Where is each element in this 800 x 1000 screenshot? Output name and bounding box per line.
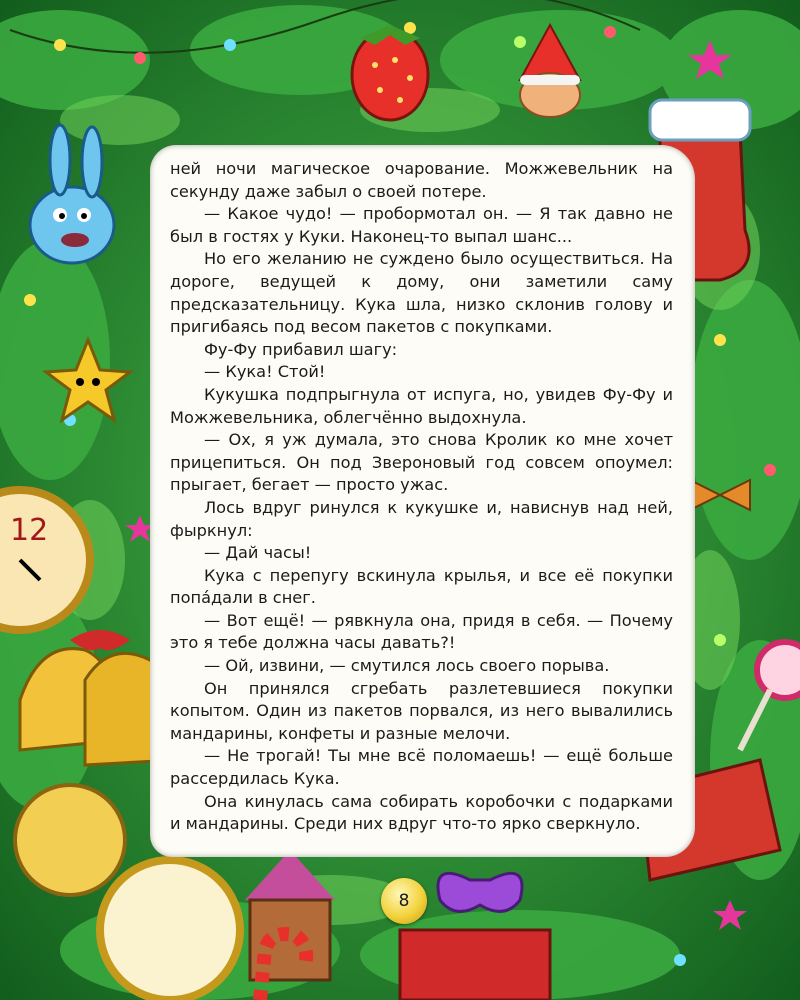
story-paragraph: Он принялся сгребать разлетевшиеся покупки копытом. Один из пакетов порвался, из него вывалились мандарины, конфеты и разные мелочи.: [170, 678, 673, 743]
page-number: 8: [398, 891, 410, 911]
story-text: [170, 158, 673, 836]
story-paragraph: — Дай часы!: [204, 543, 312, 563]
story-paragraph: Кукушка подпрыгнула от испуга, но, увидев Фу-Фу и Можжевельника, облегчённо выдохнула.: [170, 384, 673, 427]
page-number-badge: [381, 878, 427, 924]
story-paragraph: — Ох, я уж думала, это снова Кролик ко мне хочет прицепиться. Он под Звероновый год совсем опоумел: прыгает, бегает — просто ужас.: [170, 430, 673, 495]
story-paragraph: ней ночи магическое очарование. Можжевельник на секунду даже забыл о своей потере.: [170, 159, 673, 201]
story-paragraph: — Не трогай! Ты мне всё поломаешь! — ещё больше рассердилась Кука.: [170, 746, 673, 789]
story-paragraph: Лось вдруг ринулся к кукушке и, нависнув над ней, фыркнул:: [170, 497, 673, 540]
story-paragraph: — Какое чудо! — пробормотал он. — Я так давно не был в гостях у Куки. Наконец-то выпал шанс...: [170, 204, 673, 246]
story-paragraph: — Кука! Стой!: [204, 362, 326, 382]
story-paragraph: — Ой, извини, — смутился лось своего порыва.: [204, 656, 610, 676]
story-paragraph: Фу-Фу прибавил шагу:: [204, 339, 398, 359]
story-paragraph: — Вот ещё! — рявкнула она, придя в себя. — Почему это я тебе должна часы давать?!: [170, 610, 673, 653]
story-paragraph: Она кинулась сама собирать коробочки с подарками и мандарины. Среди них вдруг что-то ярко сверкнуло.: [170, 791, 673, 834]
story-paragraph: Кука с перепугу вскинула крылья, и все её покупки попа́дали в снег.: [170, 565, 673, 608]
svg-text:12: 12: [10, 513, 49, 548]
story-paragraph: Но его желанию не суждено было осуществиться. На дороге, ведущей к дому, они заметили саму предсказательницу. Кука шла, низко склонив голову и пригибаясь под весом пакетов с покупками.: [170, 249, 673, 337]
